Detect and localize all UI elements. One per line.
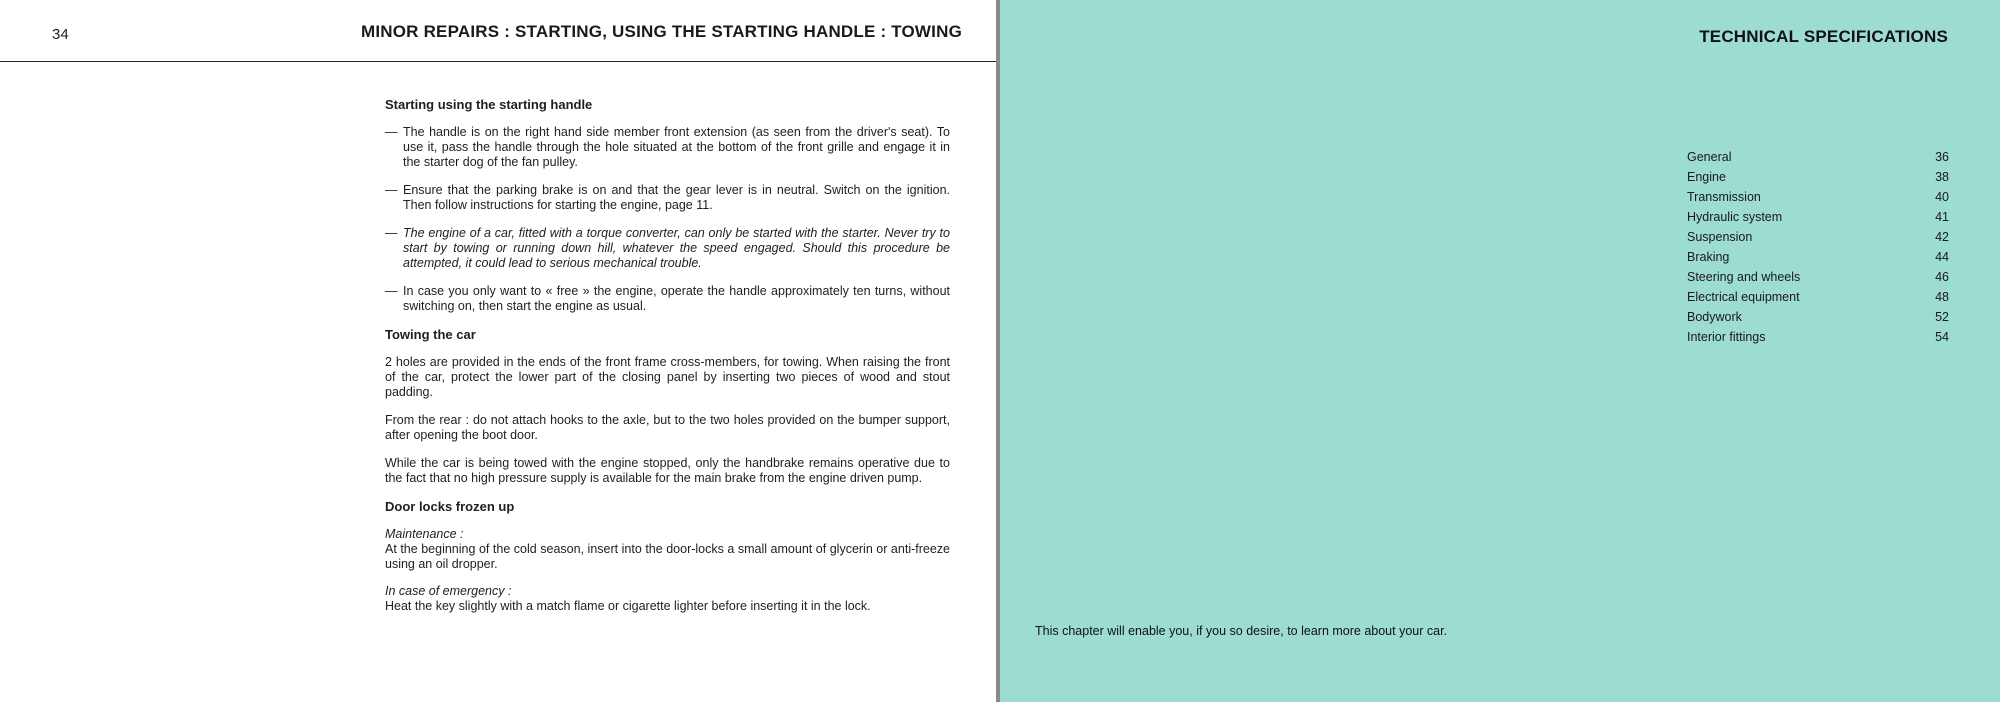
toc-label: Suspension xyxy=(1687,230,1753,244)
page-content xyxy=(385,97,950,626)
toc-page-number: 48 xyxy=(1935,290,1949,304)
toc-page-number: 46 xyxy=(1935,270,1949,284)
toc-label: Bodywork xyxy=(1687,310,1742,324)
toc-row[interactable] xyxy=(1687,187,1949,207)
toc-page-number: 42 xyxy=(1935,230,1949,244)
toc-row[interactable] xyxy=(1687,307,1949,327)
toc-label: Interior fittings xyxy=(1687,330,1766,344)
maintenance-text: At the beginning of the cold season, insert into the door-locks a small amount of glycerin or anti-freeze using an oil dropper. xyxy=(385,542,950,571)
toc-page-number: 52 xyxy=(1935,310,1949,324)
toc-label: Braking xyxy=(1687,250,1730,264)
page-title: MINOR REPAIRS : STARTING, USING THE STARTING HANDLE : TOWING xyxy=(360,22,962,41)
paragraph: 2 holes are provided in the ends of the front frame cross-members, for towing. When raising the front of the car, protect the lower part of the closing panel by inserting two pieces of wood and stout padding. xyxy=(385,355,950,399)
list-item-warning xyxy=(385,226,950,271)
toc-row[interactable] xyxy=(1687,227,1949,247)
chapter-note: This chapter will enable you, if you so desire, to learn more about your car. xyxy=(1035,624,1448,638)
emergency-block xyxy=(385,584,950,614)
list-dash: — xyxy=(385,125,398,139)
right-page xyxy=(1000,0,2000,702)
maintenance-block xyxy=(385,527,950,572)
list-item-text: The handle is on the right hand side member front extension (as seen from the driver's seat). To use it, pass the handle through the hole situated at the bottom of the front grille and engage it in the starter dog of the fan pulley. xyxy=(403,125,950,169)
emergency-text: Heat the key slightly with a match flame or cigarette lighter before inserting it in the lock. xyxy=(385,599,871,613)
toc-page-number: 38 xyxy=(1935,170,1949,184)
toc-row[interactable] xyxy=(1687,287,1949,307)
toc-page-number: 36 xyxy=(1935,150,1949,164)
toc-page-number: 40 xyxy=(1935,190,1949,204)
list-item xyxy=(385,125,950,170)
section-heading-door-locks: Door locks frozen up xyxy=(385,499,515,514)
toc-row[interactable] xyxy=(1687,167,1949,187)
list-item-text: Ensure that the parking brake is on and that the gear lever is in neutral. Switch on the ignition. Then follow instructions for starting the engine, page 11. xyxy=(403,183,950,212)
section-heading-starting-handle: Starting using the starting handle xyxy=(385,97,593,112)
toc-row[interactable] xyxy=(1687,147,1949,167)
toc-label: Transmission xyxy=(1687,190,1761,204)
emergency-label: In case of emergency : xyxy=(385,584,512,598)
toc-label: Steering and wheels xyxy=(1687,270,1801,284)
list-item xyxy=(385,284,950,314)
paragraph: From the rear : do not attach hooks to the axle, but to the two holes provided on the bumper support, after opening the boot door. xyxy=(385,413,950,442)
paragraph: While the car is being towed with the engine stopped, only the handbrake remains operative due to the fact that no high pressure supply is available for the main brake from the engine driven pump. xyxy=(385,456,950,485)
list-dash: — xyxy=(385,284,398,298)
section-heading-towing: Towing the car xyxy=(385,327,476,342)
list-item xyxy=(385,183,950,213)
list-item-text: The engine of a car, fitted with a torque converter, can only be started with the starter. Never try to start by towing or running down hill, whatever the speed engaged. Should this procedure be attempted, it could lead to serious mechanical trouble. xyxy=(403,226,950,270)
list-dash: — xyxy=(385,226,398,240)
toc-label: Engine xyxy=(1687,170,1726,184)
toc-row[interactable] xyxy=(1687,207,1949,227)
toc-row[interactable] xyxy=(1687,267,1949,287)
chapter-title: TECHNICAL SPECIFICATIONS xyxy=(1699,27,1948,46)
toc-page-number: 41 xyxy=(1935,210,1949,224)
toc-label: General xyxy=(1687,150,1732,164)
toc-row[interactable] xyxy=(1687,247,1949,267)
page-number: 34 xyxy=(52,26,69,43)
list-item-text: In case you only want to « free » the engine, operate the handle approximately ten turns, without switching on, then start the engine as usual. xyxy=(403,284,950,313)
toc-label: Electrical equipment xyxy=(1687,290,1800,304)
toc-page-number: 44 xyxy=(1935,250,1949,264)
maintenance-label: Maintenance : xyxy=(385,527,464,541)
toc-row[interactable] xyxy=(1687,327,1949,347)
list-dash: — xyxy=(385,183,398,197)
toc-page-number: 54 xyxy=(1935,330,1949,344)
table-of-contents xyxy=(1687,147,1949,347)
header-rule xyxy=(0,61,1000,62)
toc-label: Hydraulic system xyxy=(1687,210,1783,224)
